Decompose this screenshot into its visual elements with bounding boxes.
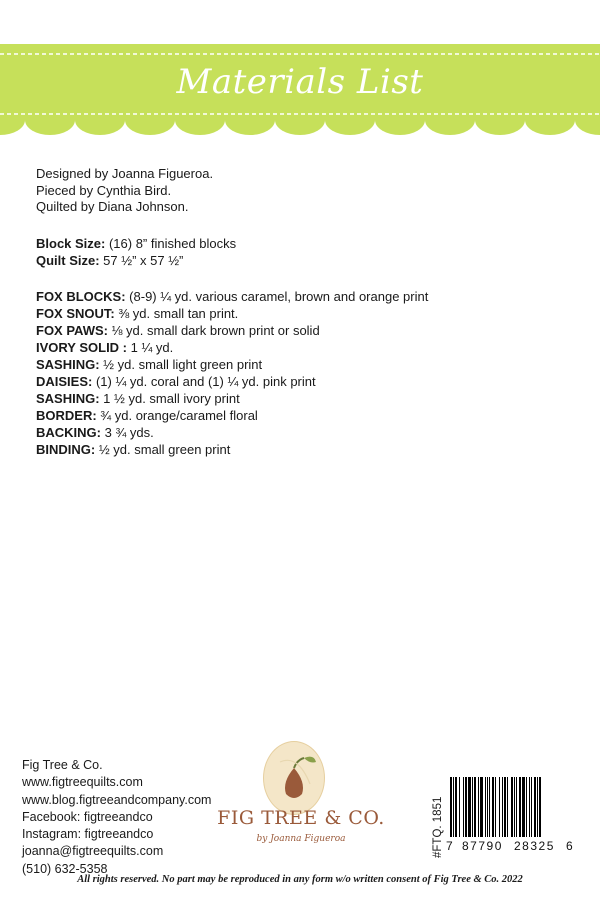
barcode-bar xyxy=(478,777,479,837)
material-item xyxy=(36,441,428,458)
block-size xyxy=(36,235,236,252)
material-label: FOX SNOUT: xyxy=(36,306,115,321)
barcode-bar xyxy=(504,777,506,837)
material-label: FOX BLOCKS: xyxy=(36,289,126,304)
material-item xyxy=(36,322,428,339)
material-label: SASHING: xyxy=(36,357,100,372)
copyright-notice: All rights reserved. No part may be reproduced in any form w/o written consent of Fig Tree & Co. 2022 xyxy=(77,874,523,885)
barcode-bar xyxy=(489,777,490,837)
barcode-bar xyxy=(492,777,494,837)
barcode-left-digits: 87790 xyxy=(462,839,503,853)
barcode-bar xyxy=(485,777,486,837)
scallop xyxy=(425,105,475,135)
materials-list xyxy=(36,288,428,458)
barcode xyxy=(446,777,574,855)
material-label: DAISIES: xyxy=(36,374,93,389)
barcode-bar xyxy=(519,777,521,837)
barcode-check-digit: 6 xyxy=(566,839,573,853)
material-item xyxy=(36,373,428,390)
material-label: BACKING: xyxy=(36,425,101,440)
barcode-bars xyxy=(446,777,574,843)
page-title: Materials List xyxy=(176,62,424,102)
barcode-bar xyxy=(516,777,517,837)
barcode-bar xyxy=(502,777,503,837)
barcode-right-digits: 28325 xyxy=(514,839,555,853)
material-label: SASHING: xyxy=(36,391,100,406)
scallop xyxy=(325,105,375,135)
barcode-bar xyxy=(463,777,464,837)
barcode-bar xyxy=(468,777,471,837)
scallop xyxy=(25,105,75,135)
barcode-bar xyxy=(507,777,508,837)
scallop xyxy=(225,105,275,135)
size-value: 57 ½” x 57 ½” xyxy=(99,253,184,268)
scallop xyxy=(375,105,425,135)
barcode-bar xyxy=(511,777,513,837)
logo-byline: by Joanna Figueroa xyxy=(256,834,346,844)
material-value: 3 ¾ yds. xyxy=(101,425,154,440)
material-value: 1 ½ yd. small ivory print xyxy=(99,391,240,406)
barcode-bar xyxy=(455,777,457,837)
barcode-bar xyxy=(465,777,467,837)
scallop xyxy=(275,105,325,135)
material-item xyxy=(36,305,428,322)
material-value: ¾ yd. orange/caramel floral xyxy=(96,408,258,423)
logo-wordmark: FIG TREE & CO. xyxy=(217,807,385,829)
material-item xyxy=(36,356,428,373)
credit-piecer: Pieced by Cynthia Bird. xyxy=(36,182,172,198)
scallop xyxy=(125,105,175,135)
barcode-bar xyxy=(534,777,536,837)
barcode-bar xyxy=(472,777,473,837)
material-item xyxy=(36,424,428,441)
scallop xyxy=(175,105,225,135)
fig-icon xyxy=(264,742,324,814)
barcode-bar xyxy=(459,777,460,837)
logo-badge xyxy=(263,741,325,815)
email-link[interactable]: joanna@figtreequilts.com xyxy=(22,844,164,859)
instagram-handle: Instagram: figtreeandco xyxy=(22,827,154,842)
facebook-handle: Facebook: figtreeandco xyxy=(22,809,153,824)
material-label: BORDER: xyxy=(36,408,97,423)
website-link[interactable]: www.figtreequilts.com xyxy=(22,775,143,790)
scallop xyxy=(75,105,125,135)
sizes-block xyxy=(36,235,236,269)
material-item xyxy=(36,288,428,305)
barcode-bar xyxy=(514,777,515,837)
barcode-bar xyxy=(487,777,488,837)
barcode-bar xyxy=(537,777,538,837)
blog-link[interactable]: www.blog.figtreeandcompany.com xyxy=(22,792,212,807)
contact-block xyxy=(22,757,211,878)
brand-logo xyxy=(206,741,396,859)
size-label: Quilt Size: xyxy=(36,253,100,268)
material-value: (1) ¼ yd. coral and (1) ¼ yd. pink print xyxy=(92,374,316,389)
size-label: Block Size: xyxy=(36,236,106,251)
barcode-bar xyxy=(531,777,532,837)
barcode-lead-digit: 7 xyxy=(446,839,453,853)
barcode-bar xyxy=(526,777,527,837)
material-label: BINDING: xyxy=(36,442,96,457)
barcode-bar xyxy=(453,777,454,837)
barcode-bar xyxy=(499,777,500,837)
credit-designer: Designed by Joanna Figueroa. xyxy=(36,166,214,181)
barcode-bar xyxy=(539,777,541,837)
material-value: 1 ¼ yd. xyxy=(127,340,174,355)
material-item xyxy=(36,390,428,407)
sku-code: #FTQ. 1851 xyxy=(432,796,444,858)
material-value: ½ yd. small green print xyxy=(95,442,231,457)
material-label: FOX PAWS: xyxy=(36,323,108,338)
barcode-bar xyxy=(522,777,525,837)
credits-block xyxy=(36,166,213,216)
size-value: (16) 8” finished blocks xyxy=(105,236,237,251)
scallop xyxy=(525,105,575,135)
company-name: Fig Tree & Co. xyxy=(22,758,103,772)
barcode-bar xyxy=(450,777,452,837)
barcode-bar xyxy=(495,777,496,837)
scallop xyxy=(475,105,525,135)
phone-number: (510) 632-5358 xyxy=(22,861,108,876)
material-item xyxy=(36,339,428,356)
barcode-bar xyxy=(529,777,530,837)
credit-quilter: Quilted by Diana Johnson. xyxy=(36,199,189,214)
barcode-bar xyxy=(480,777,483,837)
material-item xyxy=(36,407,428,424)
barcode-bar xyxy=(474,777,476,837)
material-label: IVORY SOLID : xyxy=(36,340,128,355)
quilt-size xyxy=(36,252,236,269)
material-value: (8-9) ¼ yd. various caramel, brown and orange print xyxy=(125,289,429,304)
header-banner xyxy=(0,44,600,136)
material-value: ⅜ yd. small tan print. xyxy=(114,306,239,321)
material-value: ⅛ yd. small dark brown print or solid xyxy=(107,323,320,338)
material-value: ½ yd. small light green print xyxy=(99,357,263,372)
